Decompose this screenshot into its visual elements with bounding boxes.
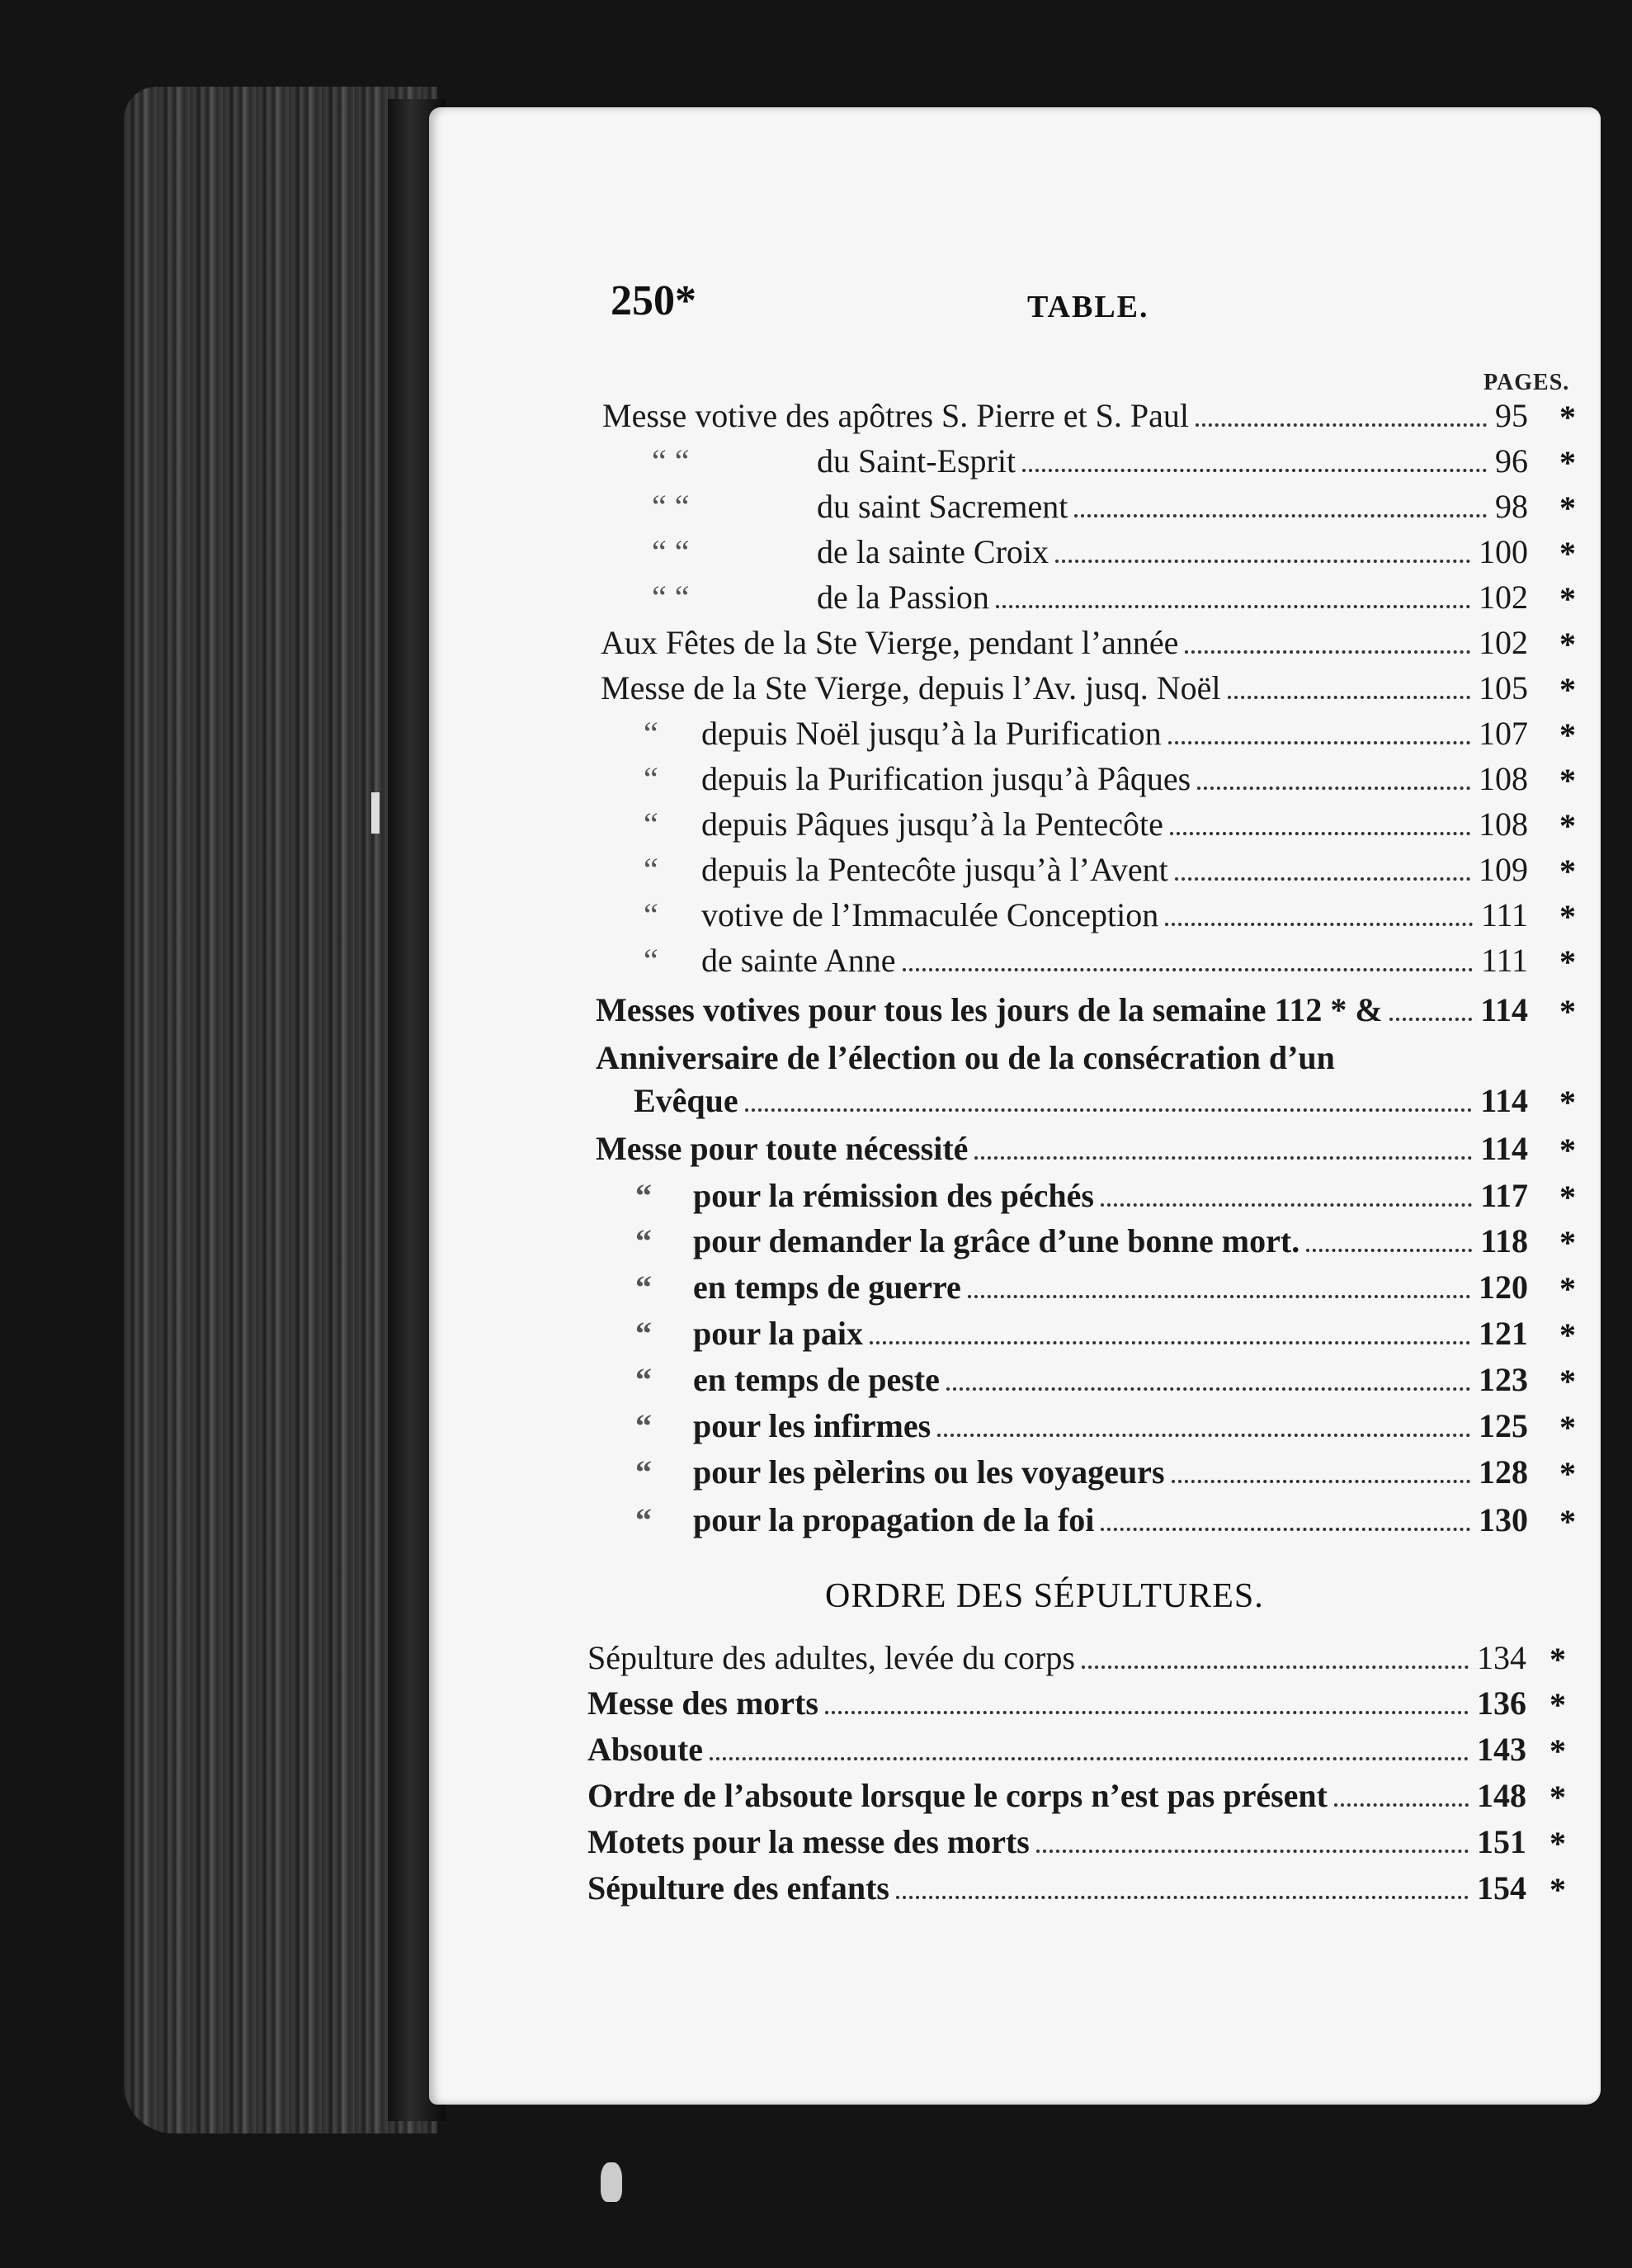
dot-leader	[1175, 877, 1470, 881]
asterisk-mark: *	[1559, 853, 1576, 890]
toc-entry	[635, 1176, 1528, 1217]
dot-leader	[825, 1711, 1469, 1714]
toc-entry	[644, 941, 1528, 982]
asterisk-mark: *	[1559, 671, 1576, 708]
asterisk-mark: *	[1559, 1409, 1576, 1446]
toc-page-number: 114	[1480, 1082, 1528, 1119]
toc-entry-title: Messe votive des apôtres S. Pierre et S. Paul	[602, 397, 1189, 434]
ditto-mark: “ “	[652, 533, 690, 570]
toc-entry-title: Aux Fêtes de la Ste Vierge, pendant l’année	[601, 624, 1179, 661]
asterisk-mark: *	[1559, 1363, 1576, 1400]
dot-leader	[1185, 650, 1470, 654]
toc-entry	[652, 487, 1528, 528]
dot-leader	[968, 1295, 1470, 1298]
page-blemish	[601, 2162, 622, 2202]
toc-page-number: 102	[1479, 579, 1528, 616]
dot-leader	[1055, 560, 1470, 563]
toc-page-number: 100	[1479, 533, 1528, 570]
dot-leader	[1197, 787, 1470, 790]
asterisk-mark: *	[1559, 1316, 1576, 1354]
dot-leader	[745, 1108, 1473, 1112]
toc-entry	[644, 805, 1528, 846]
toc-entry-title: Sépulture des enfants	[587, 1869, 889, 1907]
toc-entry	[635, 1453, 1528, 1494]
asterisk-mark: *	[1559, 399, 1576, 436]
asterisk-mark: *	[1559, 1503, 1576, 1540]
toc-page-number: 107	[1479, 715, 1528, 752]
toc-entry	[587, 1730, 1526, 1771]
toc-page-number: 111	[1480, 896, 1528, 933]
ditto-mark: “ “	[652, 488, 690, 525]
asterisk-mark: *	[1549, 1641, 1566, 1678]
asterisk-mark: *	[1549, 1825, 1566, 1862]
toc-entry	[652, 578, 1528, 619]
ditto-mark: “	[635, 1407, 652, 1444]
toc-entry-title: depuis Pâques jusqu’à la Pentecôte	[701, 806, 1163, 843]
toc-entry	[587, 1869, 1526, 1910]
toc-entry-title: pour les infirmes	[693, 1407, 932, 1444]
page-number: 250*	[611, 277, 696, 324]
toc-entry	[635, 1268, 1528, 1309]
toc-page-number: 95	[1495, 397, 1528, 434]
toc-entry-title: pour les pèlerins ou les voyageurs	[693, 1453, 1165, 1491]
toc-page-number: 143	[1477, 1731, 1526, 1768]
toc-entry	[644, 850, 1528, 891]
ditto-mark: “	[635, 1361, 652, 1398]
toc-entry	[587, 1684, 1526, 1725]
toc-entry	[602, 396, 1528, 437]
dot-leader	[896, 1896, 1469, 1899]
toc-entry-title: Messe pour toute nécessité	[596, 1130, 969, 1167]
toc-entry-title: Messe des morts	[587, 1684, 818, 1722]
toc-page-number: 128	[1479, 1453, 1528, 1491]
toc-entry-title: pour la paix	[693, 1315, 863, 1352]
toc-entry-title: Evêque	[634, 1082, 738, 1119]
asterisk-mark: *	[1559, 580, 1576, 617]
dot-leader	[1022, 469, 1487, 472]
asterisk-mark: *	[1559, 1179, 1576, 1216]
dot-leader	[1036, 1850, 1469, 1853]
toc-page-number: 125	[1479, 1407, 1528, 1444]
dot-leader	[1170, 832, 1470, 835]
dot-leader	[870, 1341, 1470, 1344]
toc-entry	[596, 1129, 1528, 1170]
toc-page-number: 130	[1479, 1501, 1528, 1538]
toc-entry-title: du saint Sacrement	[817, 488, 1068, 525]
toc-entry-title: Messes votives pour tous les jours de la semaine 112 * &	[596, 991, 1383, 1028]
asterisk-mark: *	[1549, 1871, 1566, 1908]
toc-entry-title: pour la rémission des péchés	[693, 1177, 1094, 1214]
asterisk-mark: *	[1559, 535, 1576, 572]
ditto-mark: “	[644, 715, 658, 752]
toc-entry-title: votive de l’Immaculée Conception	[701, 896, 1159, 933]
toc-entry-title: Sépulture des adultes, levée du corps	[587, 1639, 1075, 1676]
toc-page-number: 108	[1479, 760, 1528, 797]
ditto-mark: “	[644, 760, 658, 797]
asterisk-mark: *	[1559, 1132, 1576, 1169]
toc-entry	[652, 442, 1528, 483]
dot-leader	[903, 968, 1473, 971]
toc-page-number: 114	[1480, 991, 1528, 1028]
toc-entry	[634, 1081, 1528, 1122]
toc-entry-title: de la Passion	[817, 579, 989, 616]
toc-entry-title: pour demander la grâce d’une bonne mort.	[693, 1222, 1300, 1259]
toc-entry-title: Ordre de l’absoute lorsque le corps n’est pas présent	[587, 1777, 1328, 1814]
toc-entry-title: de sainte Anne	[701, 942, 896, 979]
toc-entry	[635, 1360, 1528, 1401]
section-heading: ORDRE DES SÉPULTURES.	[825, 1577, 1264, 1615]
toc-entry	[596, 990, 1528, 1032]
ditto-mark: “	[635, 1315, 652, 1352]
toc-entry	[587, 1776, 1526, 1817]
asterisk-mark: *	[1559, 1224, 1576, 1261]
dot-leader	[1168, 741, 1470, 744]
toc-entry	[644, 895, 1528, 937]
ditto-mark: “ “	[652, 579, 690, 616]
asterisk-mark: *	[1559, 762, 1576, 799]
toc-entry-title: depuis la Purification jusqu’à Pâques	[701, 760, 1191, 797]
toc-page-number: 111	[1480, 942, 1528, 979]
asterisk-mark: *	[1549, 1732, 1566, 1770]
asterisk-mark: *	[1559, 626, 1576, 663]
toc-page-number: 148	[1477, 1777, 1526, 1814]
toc-page-number: 108	[1479, 806, 1528, 843]
ditto-mark: “	[635, 1501, 652, 1538]
dot-leader	[1389, 1018, 1473, 1021]
toc-entry	[635, 1406, 1528, 1448]
asterisk-mark: *	[1559, 489, 1576, 527]
dot-leader	[1228, 696, 1470, 699]
toc-entry-title: depuis Noël jusqu’à la Purification	[701, 715, 1162, 752]
asterisk-mark: *	[1559, 716, 1576, 754]
toc-entry	[644, 759, 1528, 801]
toc-page-number: 109	[1479, 851, 1528, 888]
dot-leader	[1165, 923, 1473, 926]
toc-entry-title: Motets pour la messe des morts	[587, 1823, 1030, 1860]
toc-page-number: 134	[1477, 1639, 1526, 1676]
asterisk-mark: *	[1559, 1270, 1576, 1307]
dot-leader	[996, 605, 1470, 608]
dot-leader	[1101, 1203, 1472, 1207]
toc-entry-title: du Saint-Esprit	[817, 442, 1016, 480]
toc-page-number: 96	[1495, 442, 1528, 480]
dot-leader	[1334, 1803, 1469, 1807]
ditto-mark: “	[644, 851, 658, 888]
toc-page-number: 102	[1479, 624, 1528, 661]
toc-page-number: 98	[1495, 488, 1528, 525]
toc-page-number: 120	[1479, 1269, 1528, 1306]
ditto-mark: “	[635, 1177, 652, 1214]
ditto-mark: “	[635, 1269, 652, 1306]
dot-leader	[1082, 1666, 1469, 1669]
asterisk-mark: *	[1559, 898, 1576, 935]
toc-page-number: 118	[1480, 1222, 1528, 1259]
toc-page-number: 117	[1480, 1177, 1528, 1214]
dot-leader	[1306, 1249, 1472, 1252]
ditto-mark: “	[635, 1222, 652, 1259]
toc-entry	[587, 1638, 1526, 1680]
toc-page-number: 123	[1479, 1361, 1528, 1398]
dot-leader	[710, 1757, 1469, 1760]
ditto-mark: “	[644, 806, 658, 843]
pages-column-label: PAGES.	[1483, 370, 1570, 395]
toc-page-number: 105	[1479, 669, 1528, 706]
asterisk-mark: *	[1559, 807, 1576, 844]
dot-leader	[974, 1156, 1472, 1160]
toc-entry	[652, 532, 1528, 574]
dot-leader	[1101, 1528, 1470, 1531]
ditto-mark: “	[635, 1453, 652, 1491]
page-blemish	[371, 792, 380, 834]
toc-page-number: 136	[1477, 1684, 1526, 1722]
toc-entry-title: depuis la Pentecôte jusqu’à l’Avent	[701, 851, 1168, 888]
asterisk-mark: *	[1549, 1686, 1566, 1723]
toc-page-number: 114	[1480, 1130, 1528, 1167]
toc-entry-title: Anniversaire de l’élection ou de la consécration d’un	[596, 1039, 1335, 1076]
dot-leader	[946, 1387, 1470, 1391]
toc-page-number: 151	[1477, 1823, 1526, 1860]
asterisk-mark: *	[1559, 444, 1576, 481]
toc-entry-title: en temps de guerre	[693, 1269, 961, 1306]
asterisk-mark: *	[1559, 1084, 1576, 1121]
toc-entry	[635, 1314, 1528, 1355]
toc-entry-title: Absoute	[587, 1731, 704, 1768]
dot-leader	[937, 1434, 1470, 1437]
toc-entry	[587, 1822, 1526, 1864]
dot-leader	[1172, 1480, 1470, 1483]
asterisk-mark: *	[1559, 993, 1576, 1030]
toc-entry-title: pour la propagation de la foi	[693, 1501, 1095, 1538]
dot-leader	[1074, 514, 1487, 517]
dot-leader	[1196, 423, 1487, 427]
toc-entry-title: en temps de peste	[693, 1361, 940, 1398]
toc-entry	[644, 714, 1528, 755]
toc-entry-title: Messe de la Ste Vierge, depuis l’Av. jusq. Noël	[601, 669, 1221, 706]
asterisk-mark: *	[1549, 1779, 1566, 1816]
ditto-mark: “	[644, 942, 658, 979]
toc-entry	[601, 623, 1528, 664]
toc-entry	[596, 1038, 1528, 1080]
asterisk-mark: *	[1559, 1455, 1576, 1492]
ditto-mark: “	[644, 896, 658, 933]
toc-entry-title: de la sainte Croix	[817, 533, 1049, 570]
running-title: TABLE.	[1027, 290, 1149, 324]
toc-entry	[601, 669, 1528, 710]
toc-page-number: 121	[1479, 1315, 1528, 1352]
asterisk-mark: *	[1559, 943, 1576, 980]
toc-page-number: 154	[1477, 1869, 1526, 1907]
toc-entry	[635, 1221, 1528, 1263]
ditto-mark: “ “	[652, 442, 690, 480]
toc-entry	[635, 1500, 1528, 1542]
